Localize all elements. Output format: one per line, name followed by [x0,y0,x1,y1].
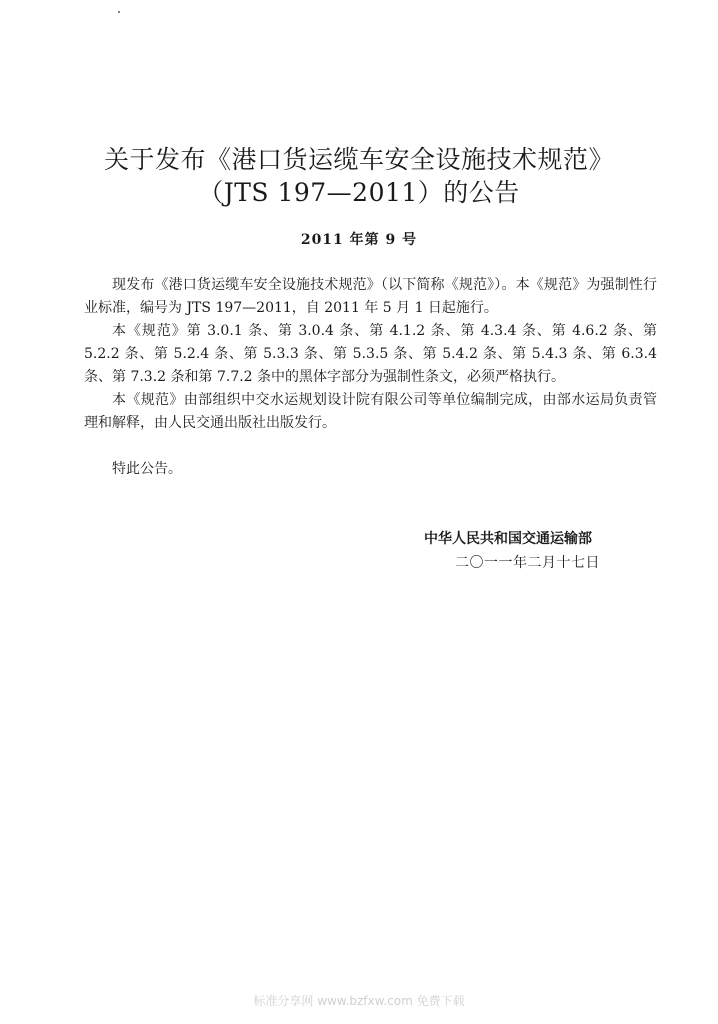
paragraph-text: 本《规范》由部组织中交水运规划设计院有限公司等单位编制完成，由部水运局负责管理和解释，由人民交通出版社出版发行。 [84,392,657,431]
document-number: 2011 年第 9 号 [300,232,418,248]
body-paragraph-1 [84,274,657,320]
paragraph-text: 本《规范》第 3.0.1 条、第 3.0.4 条、第 4.1.2 条、第 4.3.4 条、第 4.6.2 条、第 5.2.2 条、第 5.2.4 条、第 5.3.3 条、第 5.3.5 条、第 5.4.2 条、第 5.4.3 条、第 6.3.4 条、第 7.3.2 条和第 7.7.2 条中的黑体字部分为强制性条文，必须严格执行。 [84,323,657,385]
body-paragraph-2 [84,320,657,389]
issuing-organization: 中华人民共和国交通运输部 [424,531,592,547]
announcement-title-line2: （JTS 197—2011）的公告 [198,178,520,207]
body-paragraph-3 [84,389,657,435]
site-watermark: 标准分享网 www.bzfxw.com 免费下载 [253,994,465,1008]
paragraph-text: 现发布《港口货运缆车安全设施技术规范》（以下简称《规范》）。本《规范》为强制性行业标准，编号为 JTS 197—2011，自 2011 年 5 月 1 日起施行。 [84,277,657,316]
announcement-title-line1: 关于发布《港口货运缆车安全设施技术规范》 [103,145,614,174]
issue-date: 二〇一一年二月十七日 [455,555,600,571]
closing-remark: 特此公告。 [112,461,182,477]
scan-speck [118,11,120,13]
